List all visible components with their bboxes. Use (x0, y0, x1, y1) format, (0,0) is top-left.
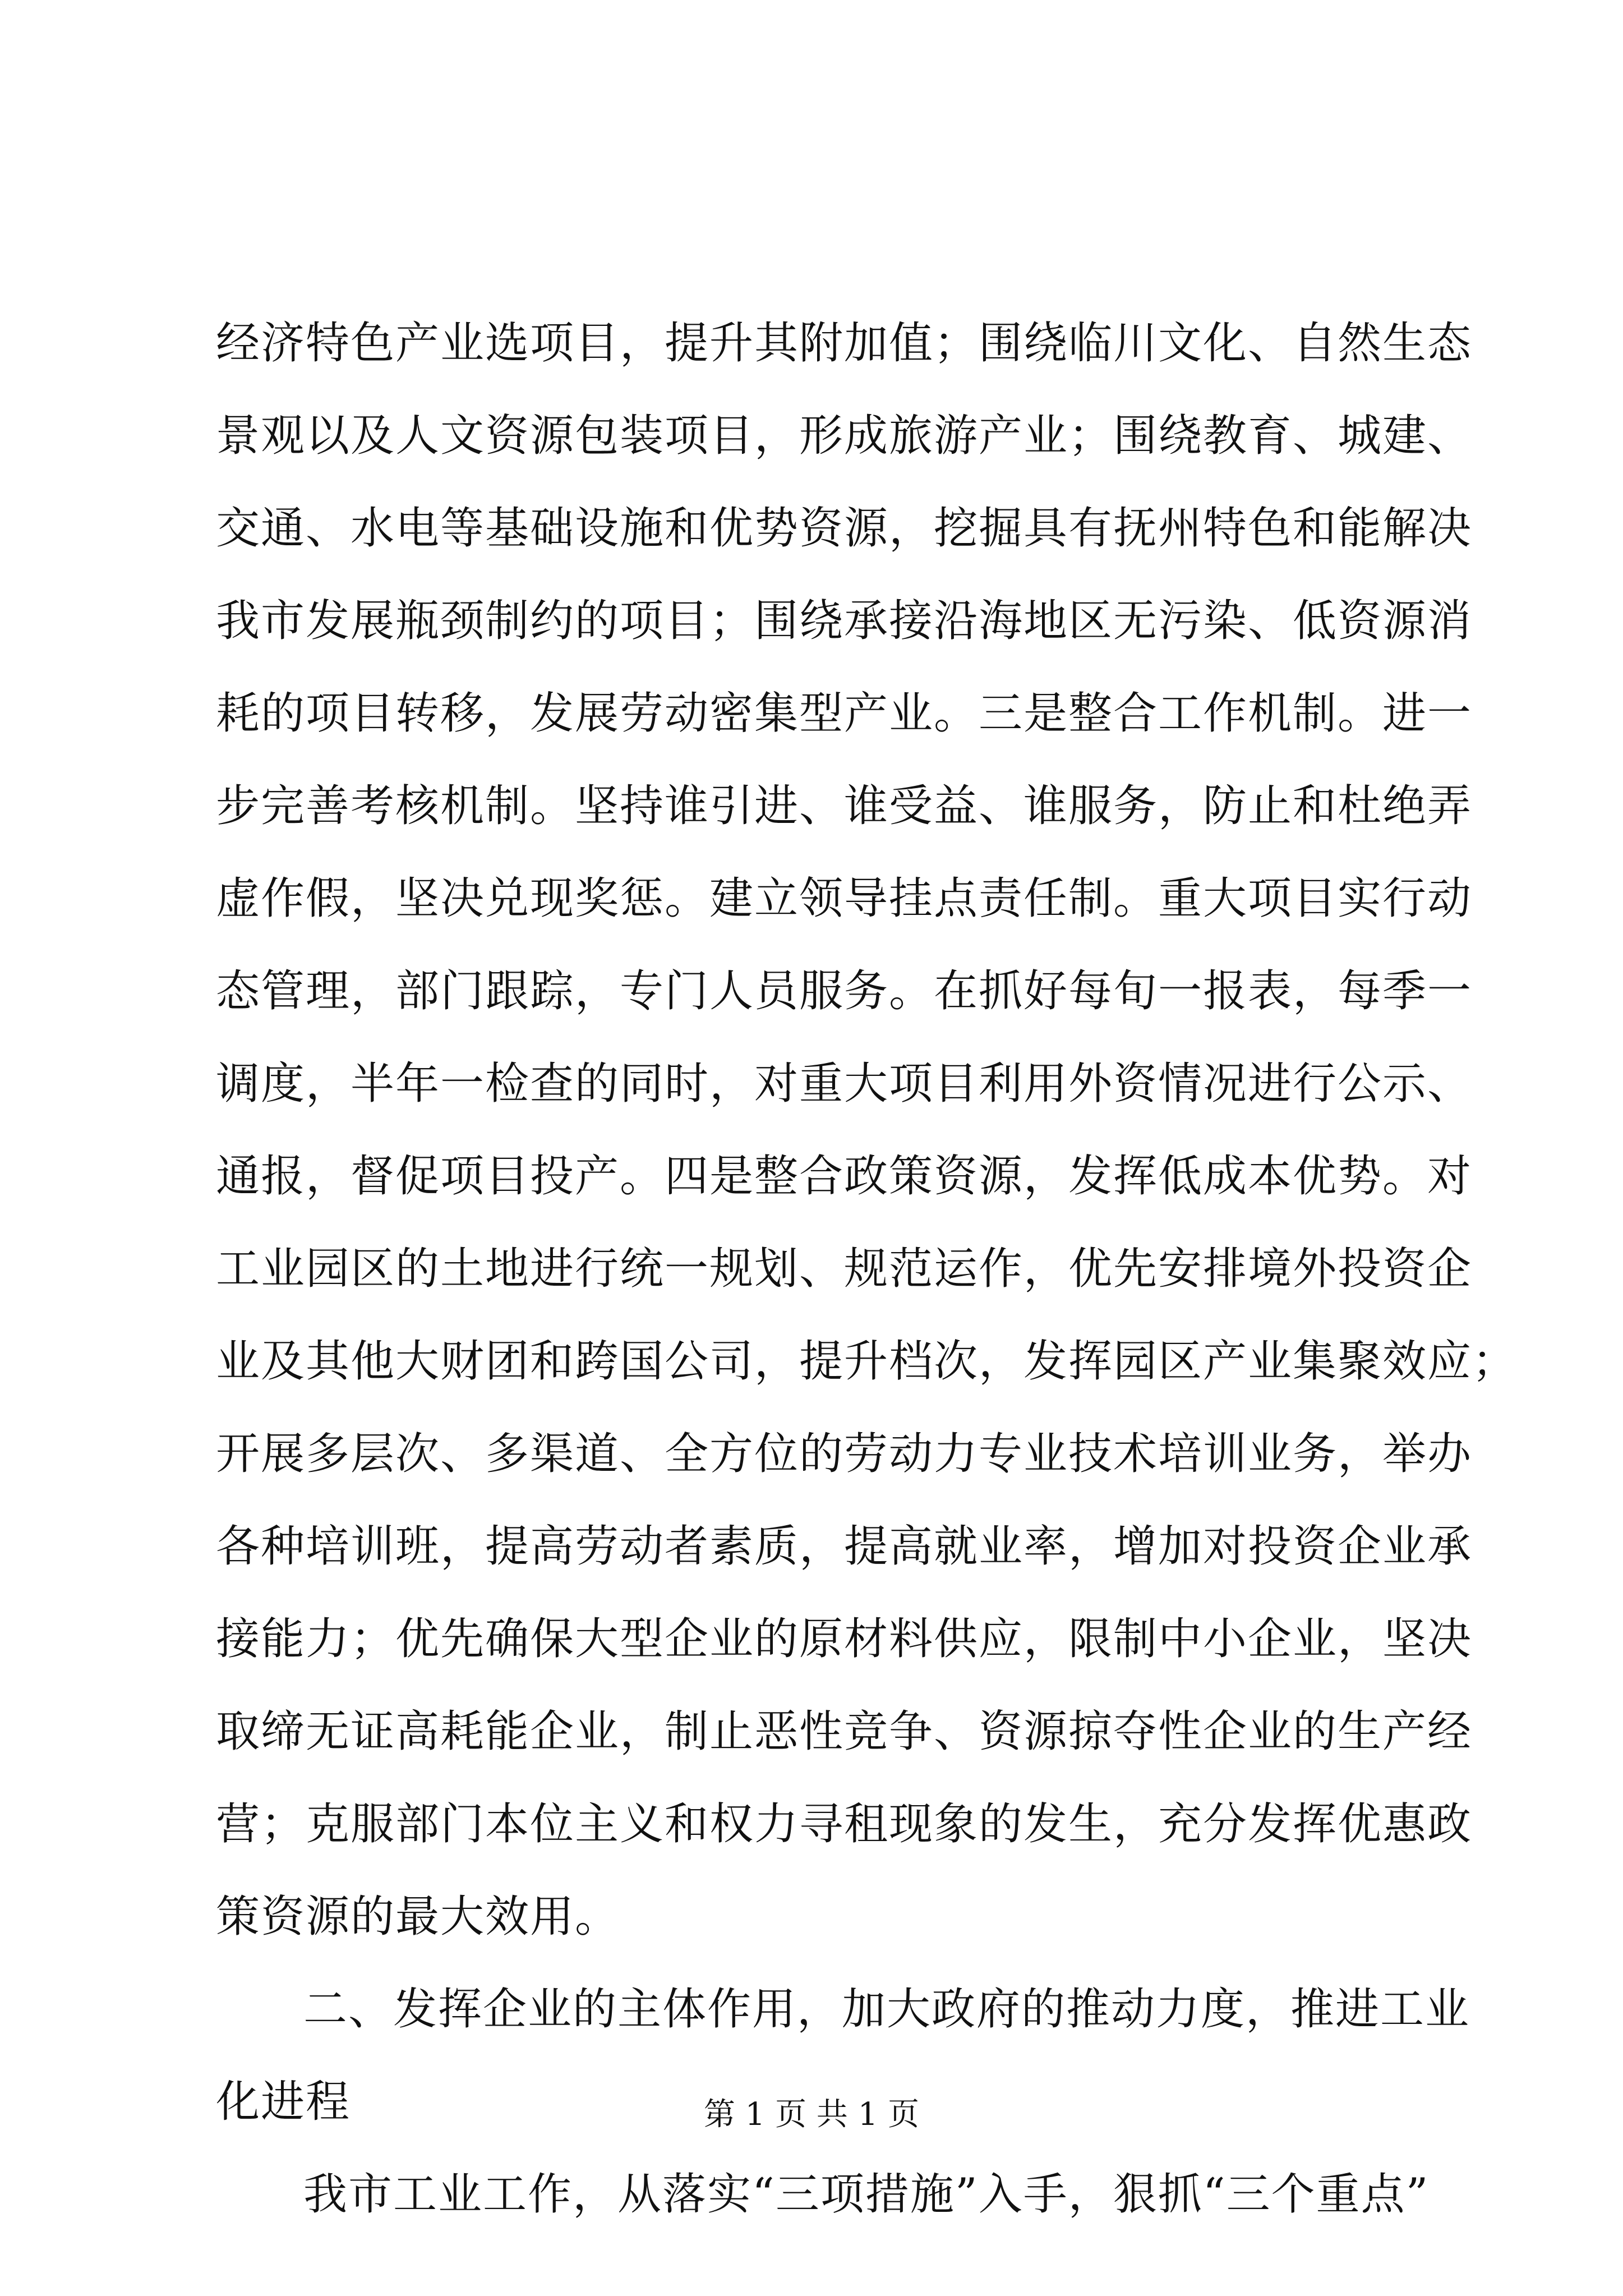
body-text (216, 297, 1518, 2241)
text-line: 经济特色产业选项目，提升其附加值；围绕临川文化、自然生态 (216, 318, 1473, 369)
text-line: 业及其他大财团和跨国公司，提升档次，发挥园区产业集聚效应； (216, 1336, 1518, 1387)
text-line: 接能力；优先确保大型企业的原材料供应，限制中小企业，坚决 (216, 1614, 1473, 1664)
text-line: 步完善考核机制。坚持谁引进、谁受益、谁服务，防止和杜绝弄 (216, 781, 1473, 831)
text-line: 态管理，部门跟踪，专门人员服务。在抓好每旬一报表，每季一 (216, 966, 1473, 1016)
page-footer: 第 1 页 共 1 页 (703, 2096, 920, 2133)
text-line: 虚作假，坚决兑现奖惩。建立领导挂点责任制。重大项目实行动 (216, 873, 1473, 924)
text-line: 调度，半年一检查的同时，对重大项目利用外资情况进行公示、 (216, 1059, 1473, 1109)
text-line: 取缔无证高耗能企业，制止恶性竞争、资源掠夺性企业的生产经 (216, 1706, 1473, 1757)
section-heading-line: 化进程 (216, 2077, 351, 2127)
text-line: 营；克服部门本位主义和权力寻租现象的发生，充分发挥优惠政 (216, 1799, 1473, 1849)
text-line: 我市工业工作，从落实“三项措施”入手，狠抓“三个重点” (303, 2169, 1430, 2220)
text-line: 景观以及人文资源包装项目，形成旅游产业；围绕教育、城建、 (216, 411, 1473, 461)
text-line: 交通、水电等基础设施和优势资源，挖掘具有抚州特色和能解决 (216, 503, 1473, 554)
text-line: 工业园区的土地进行统一规划、规范运作，优先安排境外投资企 (216, 1244, 1473, 1294)
section-heading-line: 二、发挥企业的主体作用，加大政府的推动力度，推进工业 (303, 1984, 1470, 2035)
text-line: 各种培训班，提高劳动者素质，提高就业率，增加对投资企业承 (216, 1521, 1473, 1572)
text-line: 策资源的最大效用。 (216, 1892, 620, 1942)
text-line: 耗的项目转移，发展劳动密集型产业。三是整合工作机制。进一 (216, 688, 1473, 739)
text-line: 开展多层次、多渠道、全方位的劳动力专业技术培训业务，举办 (216, 1429, 1473, 1479)
text-line: 通报，督促项目投产。四是整合政策资源，发挥低成本优势。对 (216, 1151, 1473, 1202)
text-line: 我市发展瓶颈制约的项目；围绕承接沿海地区无污染、低资源消 (216, 596, 1473, 646)
